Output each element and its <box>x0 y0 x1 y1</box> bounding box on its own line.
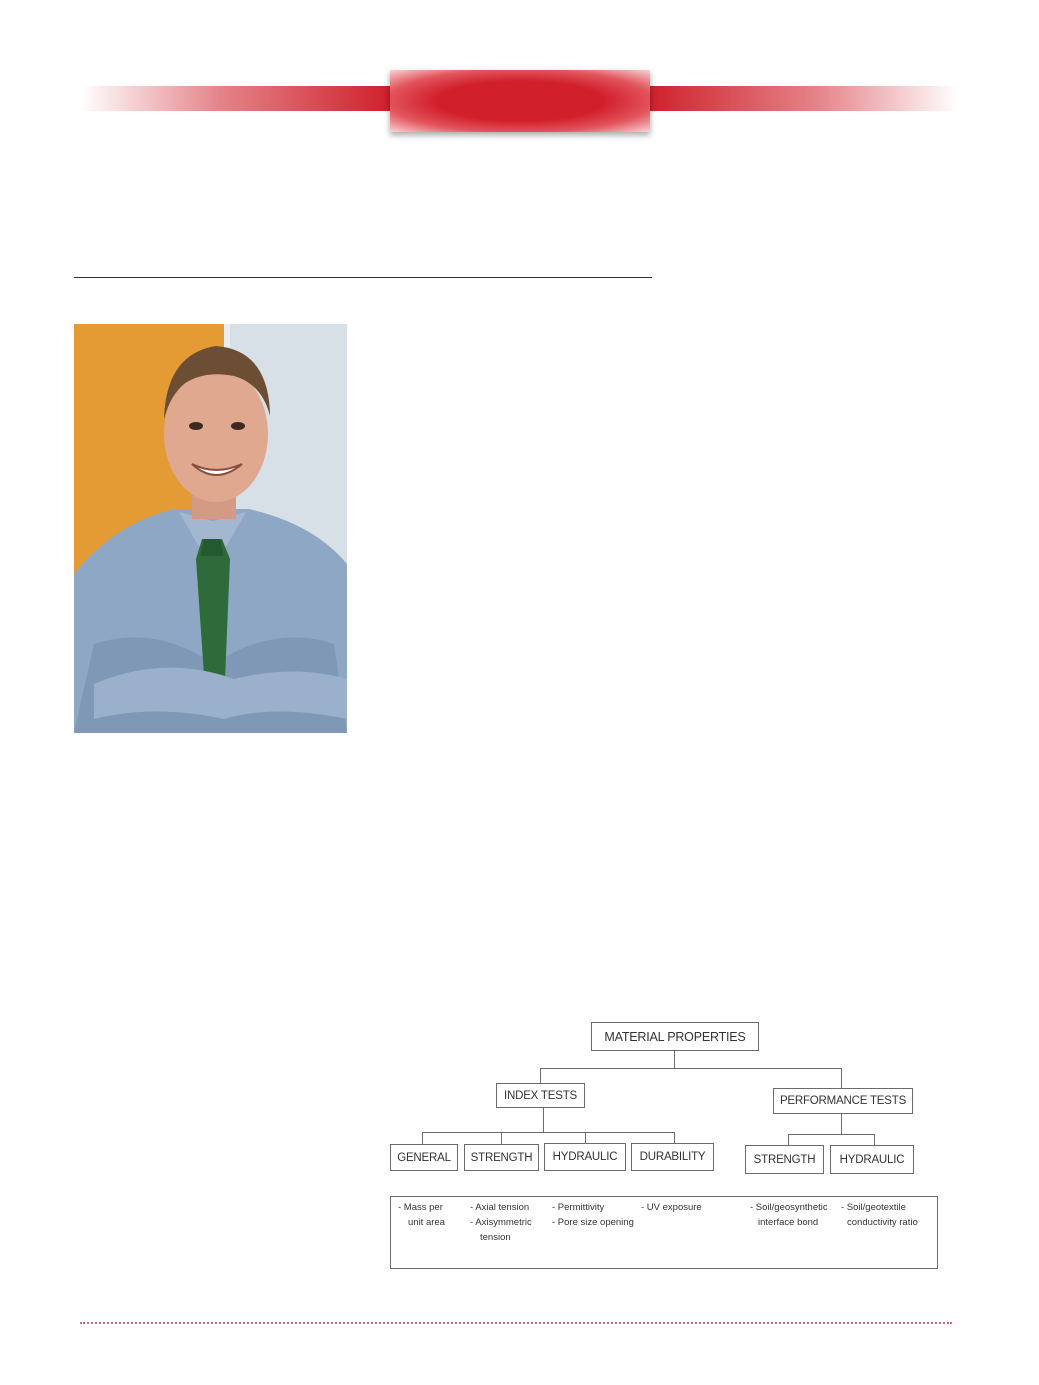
details-general: - Mass per unit area <box>398 1202 445 1228</box>
general-box: GENERAL <box>390 1144 458 1171</box>
details-hydraulic: - Permittivity - Pore size opening <box>552 1202 634 1228</box>
index-strength-box: STRENGTH <box>464 1144 539 1171</box>
author-portrait <box>74 324 347 733</box>
connector <box>841 1114 842 1134</box>
details-durability: - UV exposure <box>641 1202 702 1213</box>
details-strength: - Axial tension - Axisymmetric tension <box>470 1202 532 1243</box>
performance-tests-box: PERFORMANCE TESTS <box>773 1088 913 1114</box>
header-band-left <box>80 86 392 111</box>
root-box: MATERIAL PROPERTIES <box>591 1022 759 1051</box>
details-perf-strength: - Soil/geosynthetic interface bond <box>750 1202 828 1228</box>
material-properties-diagram <box>384 1008 950 1280</box>
footer-dotted-rule <box>80 1322 952 1324</box>
connector <box>422 1132 675 1133</box>
connector <box>674 1051 675 1068</box>
details-perf-hydraulic: - Soil/geotextile conductivity ratio <box>841 1202 918 1228</box>
portrait-illustration <box>74 324 347 733</box>
index-hydraulic-box: HYDRAULIC <box>544 1143 626 1171</box>
perf-hydraulic-box: HYDRAULIC <box>830 1145 914 1174</box>
header-band-right <box>646 86 958 111</box>
connector <box>841 1068 842 1088</box>
connector <box>540 1068 842 1069</box>
index-tests-box: INDEX TESTS <box>496 1083 585 1108</box>
connector <box>422 1132 423 1144</box>
perf-strength-box: STRENGTH <box>745 1145 824 1174</box>
connector <box>501 1132 502 1144</box>
connector <box>788 1134 875 1135</box>
durability-box: DURABILITY <box>631 1143 714 1171</box>
header-band-tab <box>390 70 650 132</box>
title-rule <box>74 277 652 278</box>
connector <box>543 1107 544 1132</box>
